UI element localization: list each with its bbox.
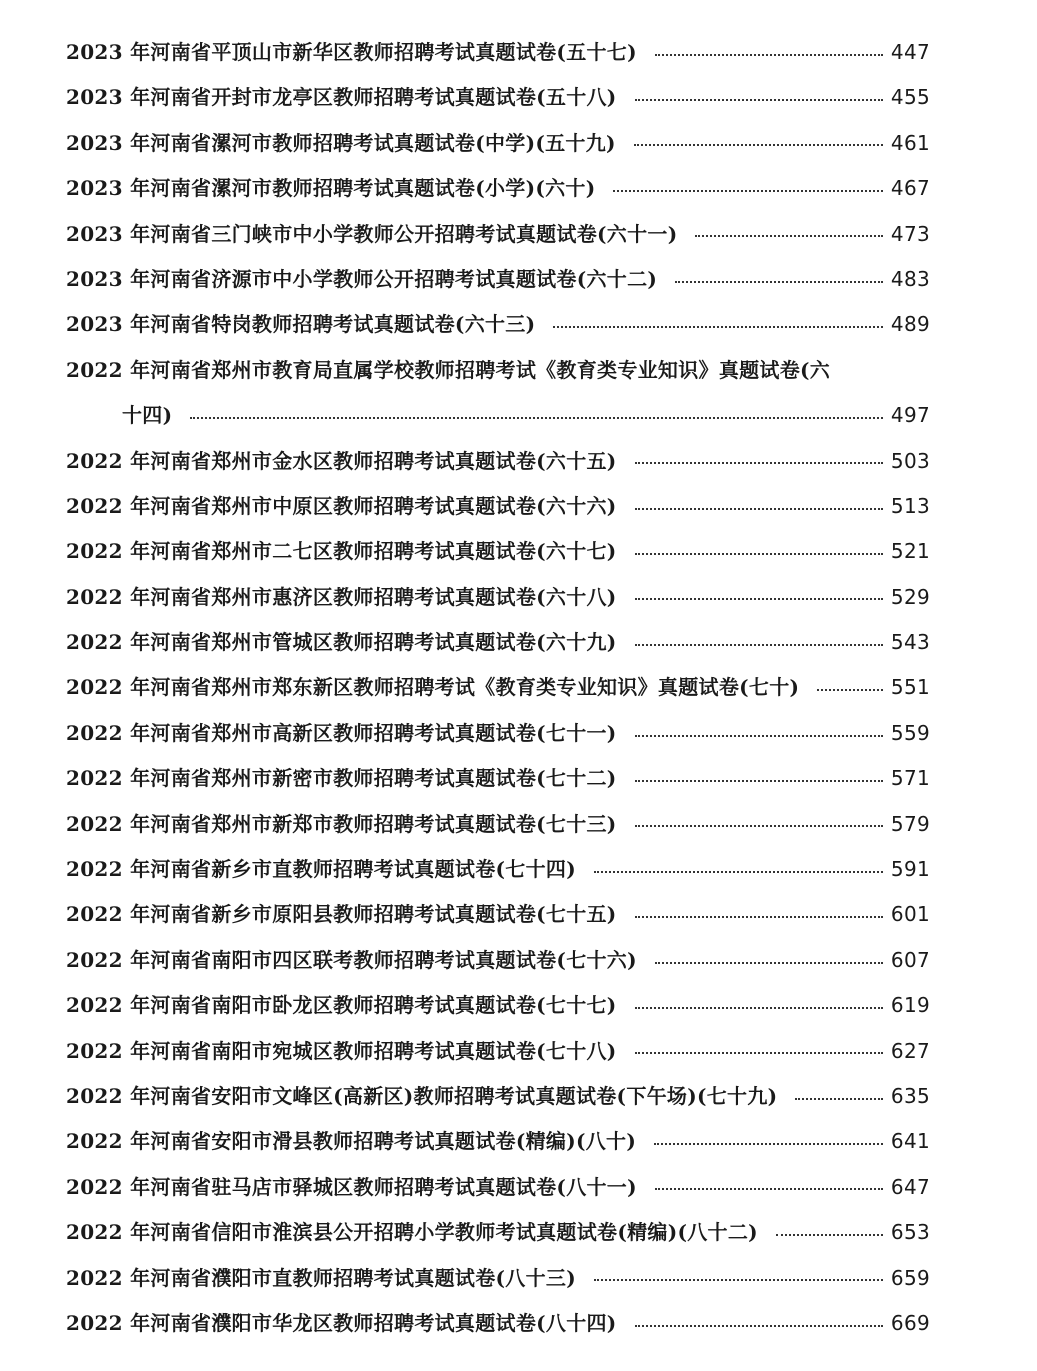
leader-dots [675, 281, 883, 283]
toc-entry-page: 473 [890, 221, 930, 246]
toc-entry[interactable] [66, 756, 930, 801]
toc-entry-title: 2022 年河南省郑州市惠济区教师招聘考试真题试卷(六十八) [66, 584, 617, 609]
leader-dots [635, 916, 883, 918]
toc-entry[interactable] [66, 938, 930, 983]
toc-entry-page: 467 [890, 176, 930, 201]
leader-dots [695, 235, 882, 237]
toc-entry[interactable] [66, 620, 930, 665]
leader-dots [817, 689, 883, 691]
toc-entry-title: 2023 年河南省三门峡市中小学教师公开招聘考试真题试卷(六十一) [66, 221, 678, 246]
toc-entry-page: 579 [890, 811, 930, 836]
toc-entry-page: 521 [890, 539, 930, 564]
toc-entry-title: 2022 年河南省濮阳市华龙区教师招聘考试真题试卷(八十四) [66, 1310, 617, 1335]
leader-dots [635, 1052, 883, 1054]
leader-dots [795, 1098, 883, 1100]
toc-entry-page: 635 [890, 1083, 930, 1108]
toc-entry-page: 455 [890, 85, 930, 110]
toc-entry-title: 2022 年河南省郑州市郑东新区教师招聘考试《教育类专业知识》真题试卷(七十) [66, 675, 800, 700]
leader-dots [776, 1234, 883, 1236]
toc-entry[interactable] [66, 1165, 930, 1210]
leader-dots [635, 553, 883, 555]
toc-entry-title: 2022 年河南省郑州市中原区教师招聘考试真题试卷(六十六) [66, 493, 617, 518]
toc-entry-title: 2023 年河南省特岗教师招聘考试真题试卷(六十三) [66, 312, 536, 337]
toc-entry-title: 2023 年河南省开封市龙亭区教师招聘考试真题试卷(五十八) [66, 85, 617, 110]
toc-entry[interactable] [66, 1119, 930, 1164]
toc-entry-page: 619 [890, 993, 930, 1018]
toc-entry[interactable] [66, 1210, 930, 1255]
toc-entry[interactable] [66, 212, 930, 257]
toc-entry-title: 2022 年河南省南阳市宛城区教师招聘考试真题试卷(七十八) [66, 1038, 617, 1063]
toc-entry-page: 571 [890, 766, 930, 791]
toc-entry-title: 2023 年河南省济源市中小学教师公开招聘考试真题试卷(六十二) [66, 266, 658, 291]
leader-dots [190, 417, 883, 419]
toc-entry-page: 551 [890, 675, 930, 700]
toc-entry-title: 2022 年河南省安阳市文峰区(高新区)教师招聘考试真题试卷(下午场)(七十九) [66, 1083, 778, 1108]
leader-dots [635, 735, 883, 737]
toc-entry[interactable] [66, 529, 930, 574]
toc-entry-title: 2022 年河南省新乡市直教师招聘考试真题试卷(七十四) [66, 857, 576, 882]
toc-entry[interactable] [66, 1301, 930, 1346]
leader-dots [613, 190, 882, 192]
toc-entry-title: 2022 年河南省新乡市原阳县教师招聘考试真题试卷(七十五) [66, 902, 617, 927]
toc-entry-title: 2022 年河南省濮阳市直教师招聘考试真题试卷(八十三) [66, 1265, 576, 1290]
toc-entry[interactable] [66, 439, 930, 484]
toc-entry[interactable] [66, 711, 930, 756]
toc-entry-title: 2022 年河南省郑州市新密市教师招聘考试真题试卷(七十二) [66, 766, 617, 791]
toc-entry-page: 627 [890, 1038, 930, 1063]
toc-entry-title: 2023 年河南省平顶山市新华区教师招聘考试真题试卷(五十七) [66, 40, 637, 64]
toc-entry-title: 2022 年河南省郑州市教育局直属学校教师招聘考试《教育类专业知识》真题试卷(六 [66, 357, 831, 382]
toc-entry[interactable] [66, 665, 930, 710]
toc-entry-title: 2023 年河南省漯河市教师招聘考试真题试卷(小学)(六十) [66, 176, 596, 201]
toc-entry-title: 2022 年河南省南阳市四区联考教师招聘考试真题试卷(七十六) [66, 947, 637, 972]
toc-entry[interactable] [66, 1029, 930, 1074]
toc-entry[interactable] [66, 983, 930, 1028]
leader-dots [655, 962, 883, 964]
toc-entry-page: 529 [890, 584, 930, 609]
toc-entry[interactable] [66, 121, 930, 166]
leader-dots [634, 144, 883, 146]
toc-entry[interactable] [66, 30, 930, 75]
leader-dots [635, 508, 883, 510]
leader-dots [635, 462, 883, 464]
toc-entry[interactable] [66, 75, 930, 120]
leader-dots [635, 825, 883, 827]
toc-entry[interactable] [66, 1256, 930, 1301]
leader-dots [654, 1143, 883, 1145]
toc-entry[interactable] [66, 348, 930, 393]
toc-entry-page: 503 [890, 448, 930, 473]
leader-dots [594, 1279, 883, 1281]
toc-entry-title: 2022 年河南省郑州市金水区教师招聘考试真题试卷(六十五) [66, 448, 617, 473]
toc-entry-page: 641 [890, 1129, 930, 1154]
toc-entry[interactable] [66, 892, 930, 937]
leader-dots [655, 1188, 883, 1190]
toc-entry-page: 559 [890, 720, 930, 745]
toc-entry-page: 483 [890, 266, 930, 291]
toc-entry[interactable] [66, 847, 930, 892]
leader-dots [635, 780, 883, 782]
leader-dots [635, 1325, 883, 1327]
toc-entry-page: 447 [890, 40, 930, 64]
toc-entry-title: 2023 年河南省漯河市教师招聘考试真题试卷(中学)(五十九) [66, 130, 616, 155]
toc-entry-page: 513 [890, 493, 930, 518]
table-of-contents [66, 30, 930, 1346]
toc-entry-title: 2022 年河南省驻马店市驿城区教师招聘考试真题试卷(八十一) [66, 1174, 637, 1199]
toc-entry[interactable] [66, 166, 930, 211]
toc-entry-page: 461 [890, 130, 930, 155]
toc-entry-title: 2022 年河南省安阳市滑县教师招聘考试真题试卷(精编)(八十) [66, 1129, 637, 1154]
toc-entry[interactable] [66, 802, 930, 847]
leader-dots [594, 871, 883, 873]
toc-entry-title: 2022 年河南省郑州市管城区教师招聘考试真题试卷(六十九) [66, 630, 617, 655]
toc-entry-page: 601 [890, 902, 930, 927]
toc-entry-page: 489 [890, 312, 930, 337]
toc-entry[interactable] [66, 1074, 930, 1119]
leader-dots [635, 644, 883, 646]
toc-entry[interactable] [66, 302, 930, 347]
toc-entry-page: 497 [890, 403, 930, 428]
leader-dots [655, 54, 883, 56]
leader-dots [635, 598, 883, 600]
toc-entry[interactable] [66, 484, 930, 529]
toc-entry-page: 659 [890, 1265, 930, 1290]
leader-dots [635, 99, 883, 101]
leader-dots [635, 1007, 883, 1009]
toc-entry[interactable] [66, 257, 930, 302]
leader-dots [553, 326, 883, 328]
toc-entry-page: 607 [890, 947, 930, 972]
toc-entry-continuation[interactable] [66, 393, 930, 438]
toc-entry-title: 2022 年河南省郑州市新郑市教师招聘考试真题试卷(七十三) [66, 811, 617, 836]
toc-entry-page: 647 [890, 1174, 930, 1199]
toc-entry-page: 543 [890, 630, 930, 655]
toc-entry-title: 十四) [122, 403, 173, 428]
toc-entry-page: 653 [890, 1220, 930, 1245]
toc-entry-title: 2022 年河南省郑州市二七区教师招聘考试真题试卷(六十七) [66, 539, 617, 564]
toc-entry-title: 2022 年河南省信阳市淮滨县公开招聘小学教师考试真题试卷(精编)(八十二) [66, 1220, 758, 1245]
toc-entry-title: 2022 年河南省郑州市高新区教师招聘考试真题试卷(七十一) [66, 720, 617, 745]
toc-entry-page: 669 [890, 1310, 930, 1335]
toc-entry-page: 591 [890, 857, 930, 882]
toc-entry[interactable] [66, 575, 930, 620]
toc-entry-title: 2022 年河南省南阳市卧龙区教师招聘考试真题试卷(七十七) [66, 993, 617, 1018]
